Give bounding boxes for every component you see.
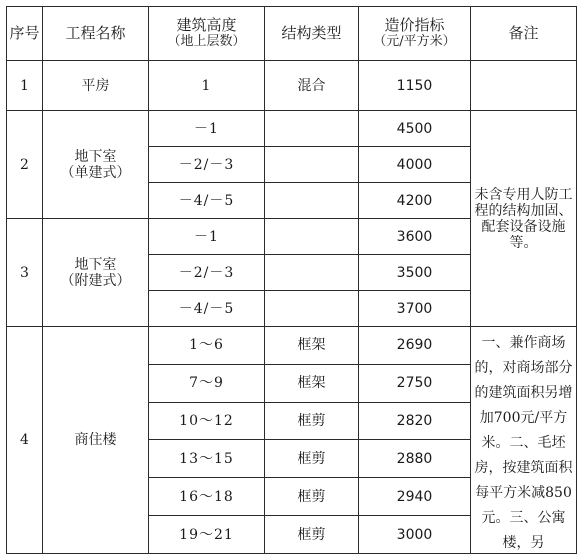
structure-cell	[265, 219, 359, 255]
height-cell: －1	[149, 219, 265, 255]
price-cell: 4000	[359, 147, 471, 183]
height-cell: 19～21	[149, 516, 265, 554]
seq-cell: 4	[7, 327, 43, 554]
structure-cell	[265, 183, 359, 219]
note-cell-empty	[471, 61, 577, 111]
price-cell: 4500	[359, 111, 471, 147]
header-note: 备注	[471, 7, 577, 61]
structure-cell: 框剪	[265, 478, 359, 516]
structure-cell	[265, 111, 359, 147]
name-cell	[43, 61, 149, 111]
name-line: （单建式）	[60, 164, 131, 181]
structure-cell: 框剪	[265, 440, 359, 478]
name-line: 地下室	[74, 256, 117, 273]
price-cell: 1150	[359, 61, 471, 111]
height-cell: 13～15	[149, 440, 265, 478]
price-cell: 2690	[359, 327, 471, 365]
price-cell: 2940	[359, 478, 471, 516]
name-line: （附建式）	[60, 272, 131, 289]
price-cell: 4200	[359, 183, 471, 219]
price-cell: 2820	[359, 402, 471, 440]
name-line: 平房	[81, 77, 110, 94]
price-cell: 3000	[359, 516, 471, 554]
header-seq: 序号	[7, 7, 43, 61]
structure-cell: 框架	[265, 364, 359, 402]
header-height	[149, 7, 265, 61]
height-cell: －2/－3	[149, 255, 265, 291]
name-line: 地下室	[74, 148, 117, 165]
header-row	[7, 7, 577, 61]
cost-index-sheet	[6, 6, 577, 554]
table-row	[7, 327, 577, 365]
structure-cell	[265, 291, 359, 327]
seq-cell: 3	[7, 219, 43, 327]
cost-index-table	[6, 6, 577, 554]
price-cell: 2880	[359, 440, 471, 478]
note-cell-basement: 未含专用人防工程的结构加固、配套设备设施等。	[471, 111, 577, 327]
price-cell: 2750	[359, 364, 471, 402]
note-commercial-text: 一、兼作商场的，对商场部分的建筑面积另增加700元/平方米。二、毛坯房，按建筑面积每平方米减850元。三、公寓楼，另	[474, 335, 573, 551]
name-line: 商住楼	[74, 432, 117, 448]
header-structure: 结构类型	[265, 7, 359, 61]
structure-cell: 框架	[265, 327, 359, 365]
height-cell: －4/－5	[149, 183, 265, 219]
header-price	[359, 7, 471, 61]
header-price-sub: （元/平方米）	[373, 34, 456, 49]
structure-cell	[265, 255, 359, 291]
structure-cell: 混合	[265, 61, 359, 111]
height-cell: 1	[149, 61, 265, 111]
price-cell: 3700	[359, 291, 471, 327]
height-cell: －1	[149, 111, 265, 147]
name-cell	[43, 111, 149, 219]
table-row	[7, 111, 577, 147]
seq-cell: 1	[7, 61, 43, 111]
structure-cell: 框剪	[265, 402, 359, 440]
structure-cell: 框剪	[265, 516, 359, 554]
name-cell	[43, 219, 149, 327]
name-cell	[43, 327, 149, 554]
height-cell: －4/－5	[149, 291, 265, 327]
price-cell: 3500	[359, 255, 471, 291]
header-price-main: 造价指标	[384, 16, 445, 34]
structure-cell	[265, 147, 359, 183]
price-cell: 3600	[359, 219, 471, 255]
seq-cell: 2	[7, 111, 43, 219]
header-height-main: 建筑高度	[176, 16, 237, 34]
table-row	[7, 61, 577, 111]
height-cell: 10～12	[149, 402, 265, 440]
height-cell: 7～9	[149, 364, 265, 402]
header-height-sub: （地上层数）	[167, 34, 246, 49]
note-cell-commercial	[471, 327, 577, 554]
header-name: 工程名称	[43, 7, 149, 61]
height-cell: －2/－3	[149, 147, 265, 183]
height-cell: 1～6	[149, 327, 265, 365]
height-cell: 16～18	[149, 478, 265, 516]
